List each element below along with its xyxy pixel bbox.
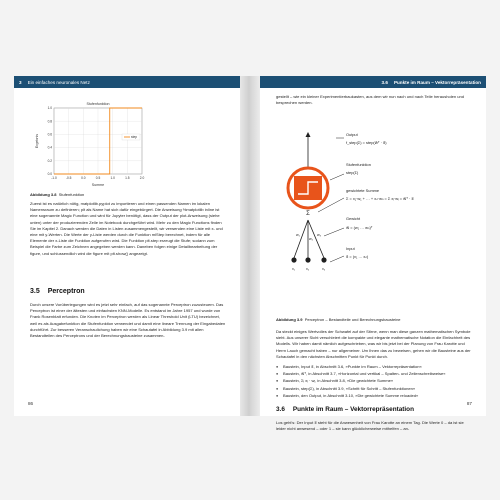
section-title: Punkte im Raum – Vektorrepräsentation: [292, 406, 414, 413]
step-function-chart: [30, 98, 180, 188]
right-intro-text: [276, 94, 472, 110]
y-tick-label: 0.6: [47, 132, 52, 137]
output-formula: f_step(Σ) = step(w⃗ᵀ · x⃗): [346, 140, 387, 145]
y-tick-label: 1.0: [47, 106, 52, 111]
input-node-3: [321, 257, 326, 262]
input-formula: x⃗ = (x₁ … xₙ): [346, 254, 369, 259]
x-tick-label: 1.5: [125, 176, 130, 180]
chart-grid: [54, 108, 142, 174]
section-title: Perceptron: [47, 288, 85, 295]
weight-label-3: w₃: [317, 233, 322, 237]
chart-title: Stufenfunktion: [86, 102, 110, 106]
weights-title: Gewicht: [346, 216, 361, 221]
input-title: Input: [346, 246, 355, 251]
figure-caption-3-8: [30, 192, 84, 197]
sum-symbol: Σ: [306, 211, 310, 217]
list-item: ● Baustein, w⃗ᵀ, in Abschnitt 3.7, »Horizontal und vertikal – Spalten- und Zeilenschreibweise«: [276, 371, 472, 377]
left-running-header: [14, 76, 240, 88]
input-label-2: x₂: [306, 267, 310, 271]
right-page-number: 87: [466, 401, 472, 406]
sum-title: gewichtete Summe: [346, 188, 380, 193]
step-title: Stufenfunktion: [346, 162, 371, 167]
legend-label: step: [131, 135, 138, 139]
input-node-2: [305, 257, 310, 262]
input-label-1: x₁: [292, 267, 296, 271]
left-page: [14, 76, 240, 416]
x-tick-label: -0.5: [65, 176, 72, 180]
input-node-1: [291, 257, 296, 262]
x-tick-label: 0.5: [95, 176, 101, 180]
y-tick-label: 0.4: [47, 145, 52, 150]
paragraph: Da steckt einiges Wertvolles der Schwafel auf der Stirne, wenn man diese ganzen mathematischen Symbole sieht. Aus unserer Sicht verschleiert die kompakte und elegante mathematische Notation die Einfachheit des Modells. Wir haben damit nämlich aufgeschrieben, was wir bis jetzt bei der Planung von Frau Karotte und Herrn Lauch gemacht haben – nur allgemeiner. Um Ihnen das zu beweisen, gehen wir die Bausteine aus der Schautafel in den nächsten Abschnitten Punkt für Punkt durch.: [276, 329, 471, 359]
callout-step: [330, 174, 344, 180]
left-header-title: Ein einfaches neuronales Netz: [27, 79, 90, 85]
right-body-text: [276, 329, 472, 400]
building-block-list: [276, 364, 472, 399]
perceptron-diagram: [284, 124, 464, 302]
right-page: [260, 76, 486, 432]
weights-formula: w⃗ = (w₁ … wₙ)ᵀ: [346, 225, 373, 230]
sum-formula: Σ = x₁·w₁ + … + xₙ·wₙ = Σ xᵢ·wᵢ = w⃗ᵀ · x⃗: [346, 196, 414, 201]
input-label-3: x₃: [322, 267, 326, 271]
right-header-title: Punkte im Raum – Vektorrepräsentation: [393, 79, 481, 85]
figure-caption-3-9: [276, 317, 401, 322]
section-number: 3.5: [30, 288, 40, 295]
figure-caption-text: Stufenfunktion: [58, 192, 85, 197]
paragraph: Zuerst ist es natürlich nötig, matplotlib.pyplot zu importieren und einen passenden Namen im lokalen Namensraum zu definieren; plt als Name hat sich dafür eingebürgert. Die Anweisung %matplotlib inline ist eine sogenannte Magic Function und wird für Jupyter benötigt, dass der Output der plot-Anweisung (siehe unten) unter der produzierenden Zelle im Notebook durchgeführt wird. Mehr zu den Magic Functions finden Sie im Kapitel 2. Danach werden die Daten in Listen zusammengestellt, wir verwenden eine Liste mit x- und eine mit y-Werten. Die Werte der y-Liste werden durch die Funktion mlStep berechnet, indem für alle Elemente der x-Liste die Funktion aufgerufen wird. Die Funktion plt.step erzeugt die Stufe; sodann zum Beispiel die Farbe zum Zeichnen angegeben werden kann. Daneben folgen einige Detailbearbeitung der figure, und schlussendlich wird die figure mit plt.show() angezeigt.: [30, 201, 223, 256]
right-section-text: [276, 420, 472, 436]
x-tick-label: -1.0: [51, 176, 57, 180]
list-item: ● Baustein, step(Σ), in Abschnitt 3.9, »Schritt für Schritt – Stufenfunktionen«: [276, 386, 472, 392]
callout-sum: [318, 198, 344, 212]
weight-label-2: w₂: [309, 237, 313, 241]
y-tick-label: 0.8: [47, 119, 52, 124]
x-tick-label: 0.0: [81, 176, 86, 180]
figure-caption-label: Abbildung 3.9: [276, 317, 303, 322]
chart-legend: [122, 134, 140, 140]
section-heading-3-6: [276, 406, 414, 413]
section-number: 3.6: [276, 406, 285, 413]
left-body-text: [30, 201, 226, 261]
paragraph: gestellt – wie ein kleiner Experimentierbaukasten, aus dem wir nun nach und nach Teile herausholen und besprechen werden.: [276, 94, 464, 106]
list-item: ● Baustein, Input x⃗, in Abschnitt 3.6, »Punkte im Raum – Vektorrepräsentation«: [276, 364, 472, 370]
y-tick-label: 0.2: [47, 158, 52, 163]
figure-caption-label: Abbildung 3.8: [30, 192, 57, 197]
x-tick-label: 2.0: [139, 176, 145, 180]
list-item: ● Baustein, Σᵢ xᵢ · wᵢ, in Abschnitt 3.8, »Die gewichtete Summe«: [276, 378, 472, 384]
right-running-header: [260, 76, 486, 88]
output-arrow-head: [306, 132, 311, 137]
chart-y-axis-label: Ergebnis: [35, 133, 39, 149]
perceptron-graphic: [284, 124, 464, 302]
chart-x-axis-label: Summe: [91, 183, 105, 187]
figure-caption-text: Perceptron – Bestandteile und Berechnungsbausteine: [304, 317, 401, 322]
right-header-number: 3.6: [381, 79, 388, 85]
left-section-text: [30, 302, 226, 343]
x-tick-label: 1.0: [110, 176, 115, 180]
left-page-number: 86: [28, 401, 34, 406]
callout-weights: [324, 228, 344, 236]
left-header-number: 3: [19, 79, 22, 85]
list-item: ● Baustein, den Output, in Abschnitt 3.10, »Die gewichtete Summe reloaded«: [276, 393, 472, 399]
weight-edge-1: [294, 220, 308, 258]
step-formula: step(Σ): [346, 170, 359, 175]
output-title: Output: [346, 132, 358, 137]
weight-label-1: w₁: [296, 233, 300, 237]
paragraph: Durch unsere Vorüberlegungen wird es jetzt sehr einfach, auf das sogenannte Perceptron zuzusteuern. Das Perceptron ist einer der ältesten und einfachsten KNN-Modelle. Es entstand im Jahre 1957 und wurde von Frank Rosenblatt erfunden. Die Knoten im Perceptron werden als Linear Threshold Unit (LTU) bezeichnet, weil es als Ausgabefunktion die Stufenfunktion verwendet und damit eine lineare Trennung der Eingabedaten durchführt. Zur besseren Veranschaulichung haben wir eine Schautafel in Abbildung 3.9 mit allen Bestandteilen des Perceptrons und der Berechnungsbausteine zusammen-: [30, 302, 226, 339]
y-tick-label: 0.0: [47, 172, 52, 177]
book-gutter: [240, 76, 260, 416]
callout-input: [330, 256, 344, 262]
paragraph: Los geht's: Der Input x⃗ steht für die Anwesenheit von Frau Karotte an einem Tag. Die Werte 0 – da ist sie leider nicht anwesend – oder 1 – sie kann glücklicherweise mithelfen – an-: [276, 420, 464, 432]
section-heading-3-5: [30, 288, 85, 295]
